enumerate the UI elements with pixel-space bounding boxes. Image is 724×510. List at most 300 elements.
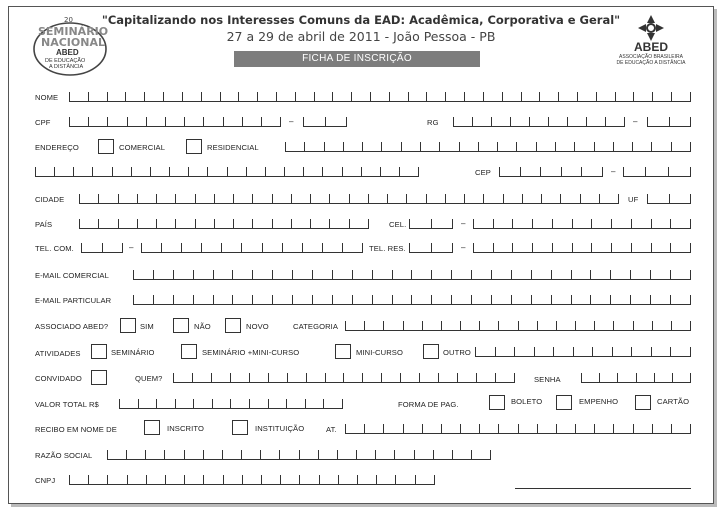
char-cell[interactable] [537,424,556,433]
char-cell[interactable] [445,194,464,203]
char-cell[interactable] [511,270,531,279]
char-cell[interactable] [586,117,605,126]
char-cell[interactable] [230,373,249,382]
char-cell[interactable] [268,399,287,408]
char-cell[interactable] [223,475,242,484]
char-cell[interactable] [169,167,188,176]
char-cell[interactable] [514,347,534,356]
char-cell[interactable] [306,373,325,382]
char-cell[interactable] [464,194,483,203]
char-cell[interactable] [654,373,672,382]
input-uf[interactable] [647,194,691,204]
char-cell[interactable] [531,270,551,279]
char-cell[interactable] [175,219,194,228]
input-razao-social[interactable] [107,450,491,460]
char-cell[interactable] [153,270,173,279]
char-cell[interactable] [173,373,192,382]
char-cell[interactable] [133,295,153,304]
char-cell[interactable] [242,475,261,484]
input-endereco[interactable] [285,142,691,152]
char-cell[interactable] [561,167,582,176]
char-cell[interactable] [362,142,381,151]
char-cell[interactable] [310,194,329,203]
char-cell[interactable] [310,219,329,228]
char-cell[interactable] [252,219,271,228]
char-cell[interactable] [156,219,175,228]
char-cell[interactable] [322,167,341,176]
char-cell[interactable] [127,475,146,484]
char-cell[interactable] [671,92,691,101]
char-cell[interactable] [241,450,260,459]
char-cell[interactable] [594,424,613,433]
input-email-comercial[interactable] [133,270,691,280]
char-cell[interactable] [411,270,431,279]
char-cell[interactable] [212,399,231,408]
char-cell[interactable] [558,92,577,101]
char-cell[interactable] [630,295,650,304]
char-cell[interactable] [383,321,402,330]
char-cell[interactable] [671,424,691,433]
char-cell[interactable] [422,424,441,433]
char-cell[interactable] [395,475,414,484]
char-cell[interactable] [503,194,522,203]
char-cell[interactable] [163,92,182,101]
char-cell[interactable] [668,167,691,176]
char-cell[interactable] [332,270,352,279]
char-cell[interactable] [493,219,513,228]
char-cell[interactable] [329,219,348,228]
char-cell[interactable] [633,92,652,101]
char-cell[interactable] [312,295,332,304]
char-cell[interactable] [615,92,634,101]
char-cell[interactable] [268,373,287,382]
char-cell[interactable] [282,243,302,252]
char-cell[interactable] [35,167,54,176]
char-cell[interactable] [141,243,161,252]
char-cell[interactable] [192,373,211,382]
char-cell[interactable] [314,92,333,101]
char-cell[interactable] [574,142,593,151]
char-cell[interactable] [591,219,611,228]
char-cell[interactable] [479,424,498,433]
char-cell[interactable] [342,243,363,252]
char-cell[interactable] [325,117,348,126]
char-cell[interactable] [552,243,572,252]
char-cell[interactable] [551,270,571,279]
char-cell[interactable] [590,295,610,304]
char-cell[interactable] [518,321,537,330]
char-cell[interactable] [613,424,632,433]
char-cell[interactable] [261,475,280,484]
char-cell[interactable] [599,194,619,203]
char-cell[interactable] [88,92,107,101]
char-cell[interactable] [272,194,291,203]
char-cell[interactable] [532,219,552,228]
char-cell[interactable] [364,321,383,330]
char-cell[interactable] [399,167,419,176]
char-cell[interactable] [119,399,138,408]
char-cell[interactable] [498,321,517,330]
checkbox-boleto[interactable] [489,395,505,410]
char-cell[interactable] [303,167,322,176]
char-cell[interactable] [571,295,591,304]
char-cell[interactable] [107,92,126,101]
char-cell[interactable] [445,92,464,101]
char-cell[interactable] [581,167,603,176]
char-cell[interactable] [471,295,491,304]
input-cidade[interactable] [79,194,619,204]
char-cell[interactable] [502,92,521,101]
char-cell[interactable] [403,424,422,433]
char-cell[interactable] [438,373,457,382]
input-tel-res[interactable] [473,243,691,253]
char-cell[interactable] [495,347,515,356]
char-cell[interactable] [406,194,425,203]
char-cell[interactable] [203,475,222,484]
char-cell[interactable] [422,321,441,330]
char-cell[interactable] [195,194,214,203]
char-cell[interactable] [272,219,291,228]
char-cell[interactable] [670,295,691,304]
char-cell[interactable] [133,270,153,279]
char-cell[interactable] [73,167,92,176]
char-cell[interactable] [233,219,252,228]
char-cell[interactable] [472,117,491,126]
char-cell[interactable] [69,92,88,101]
char-cell[interactable] [193,399,212,408]
checkbox-sim[interactable] [120,318,136,333]
char-cell[interactable] [536,142,555,151]
char-cell[interactable] [571,270,591,279]
char-cell[interactable] [498,424,517,433]
char-cell[interactable] [387,194,406,203]
char-cell[interactable] [195,219,214,228]
char-cell[interactable] [499,167,520,176]
char-cell[interactable] [512,243,532,252]
char-cell[interactable] [279,450,298,459]
char-cell[interactable] [272,270,292,279]
char-cell[interactable] [165,117,184,126]
char-cell[interactable] [364,424,383,433]
char-cell[interactable] [257,92,276,101]
char-cell[interactable] [175,194,194,203]
char-cell[interactable] [232,270,252,279]
char-cell[interactable] [241,243,261,252]
char-cell[interactable] [433,450,452,459]
char-cell[interactable] [651,142,670,151]
char-cell[interactable] [596,92,615,101]
char-cell[interactable] [280,475,299,484]
char-cell[interactable] [375,450,394,459]
char-cell[interactable] [669,117,692,126]
char-cell[interactable] [338,475,357,484]
char-cell[interactable] [127,117,146,126]
char-cell[interactable] [356,450,375,459]
char-cell[interactable] [161,243,181,252]
char-cell[interactable] [670,243,691,252]
char-cell[interactable] [431,219,454,228]
char-cell[interactable] [221,243,241,252]
char-cell[interactable] [92,167,111,176]
char-cell[interactable] [522,194,541,203]
char-cell[interactable] [464,92,483,101]
char-cell[interactable] [345,424,364,433]
char-cell[interactable] [381,373,400,382]
char-cell[interactable] [510,117,529,126]
char-cell[interactable] [222,450,241,459]
char-cell[interactable] [389,92,408,101]
checkbox-novo[interactable] [225,318,241,333]
char-cell[interactable] [521,92,540,101]
char-cell[interactable] [478,142,497,151]
char-cell[interactable] [611,219,631,228]
char-cell[interactable] [415,475,435,484]
char-cell[interactable] [613,142,632,151]
char-cell[interactable] [633,321,652,330]
char-cell[interactable] [532,243,552,252]
char-cell[interactable] [201,243,221,252]
char-cell[interactable] [460,424,479,433]
char-cell[interactable] [325,373,344,382]
char-cell[interactable] [193,270,213,279]
input-cnpj[interactable] [69,475,435,485]
char-cell[interactable] [431,270,451,279]
char-cell[interactable] [211,373,230,382]
char-cell[interactable] [451,270,471,279]
char-cell[interactable] [670,270,691,279]
char-cell[interactable] [138,399,157,408]
char-cell[interactable] [319,475,338,484]
char-cell[interactable] [529,117,548,126]
char-cell[interactable] [69,117,88,126]
char-cell[interactable] [343,142,362,151]
char-cell[interactable] [322,243,342,252]
checkbox-nao[interactable] [173,318,189,333]
char-cell[interactable] [650,270,670,279]
char-cell[interactable] [329,194,348,203]
char-cell[interactable] [372,295,392,304]
char-cell[interactable] [491,270,511,279]
input-cep-suffix[interactable] [623,167,691,177]
input-valor-total[interactable] [119,399,343,409]
char-cell[interactable] [670,347,691,356]
char-cell[interactable] [617,373,635,382]
char-cell[interactable] [137,219,156,228]
char-cell[interactable] [539,92,558,101]
char-cell[interactable] [150,167,169,176]
checkbox-seminario[interactable] [91,344,107,359]
char-cell[interactable] [324,142,343,151]
checkbox-comercial[interactable] [98,139,114,154]
char-cell[interactable] [107,117,126,126]
char-cell[interactable] [144,92,163,101]
char-cell[interactable] [242,117,261,126]
checkbox-residencial[interactable] [186,139,202,154]
char-cell[interactable] [223,117,242,126]
char-cell[interactable] [265,167,284,176]
char-cell[interactable] [495,373,515,382]
char-cell[interactable] [409,243,431,252]
char-cell[interactable] [98,194,117,203]
char-cell[interactable] [287,373,306,382]
char-cell[interactable] [88,475,107,484]
char-cell[interactable] [556,424,575,433]
char-cell[interactable] [431,295,451,304]
char-cell[interactable] [475,347,495,356]
char-cell[interactable] [409,219,431,228]
char-cell[interactable] [567,117,586,126]
char-cell[interactable] [318,450,337,459]
char-cell[interactable] [299,450,318,459]
char-cell[interactable] [249,373,268,382]
char-cell[interactable] [286,399,305,408]
char-cell[interactable] [292,295,312,304]
char-cell[interactable] [227,167,246,176]
char-cell[interactable] [332,295,352,304]
char-cell[interactable] [612,347,632,356]
char-cell[interactable] [669,194,692,203]
char-cell[interactable] [137,194,156,203]
char-cell[interactable] [594,142,613,151]
char-cell[interactable] [337,450,356,459]
char-cell[interactable] [368,194,387,203]
char-cell[interactable] [555,142,574,151]
char-cell[interactable] [491,117,510,126]
char-cell[interactable] [623,167,645,176]
char-cell[interactable] [145,450,164,459]
char-cell[interactable] [370,92,389,101]
char-cell[interactable] [671,142,691,151]
char-cell[interactable] [285,142,304,151]
char-cell[interactable] [126,450,145,459]
char-cell[interactable] [452,450,471,459]
char-cell[interactable] [261,117,281,126]
char-cell[interactable] [249,399,268,408]
char-cell[interactable] [483,194,502,203]
char-cell[interactable] [573,347,593,356]
char-cell[interactable] [153,295,173,304]
char-cell[interactable] [175,399,194,408]
char-cell[interactable] [165,475,184,484]
char-cell[interactable] [292,270,312,279]
char-cell[interactable] [651,243,671,252]
char-cell[interactable] [252,295,272,304]
char-cell[interactable] [670,219,691,228]
input-cel-ddd[interactable] [409,219,453,229]
char-cell[interactable] [511,295,531,304]
char-cell[interactable] [441,321,460,330]
checkbox-cartao[interactable] [635,395,651,410]
char-cell[interactable] [230,399,249,408]
input-cpf[interactable] [69,117,281,127]
char-cell[interactable] [291,194,310,203]
char-cell[interactable] [651,347,671,356]
char-cell[interactable] [652,321,671,330]
char-cell[interactable] [645,167,667,176]
char-cell[interactable] [107,475,126,484]
char-cell[interactable] [164,450,183,459]
char-cell[interactable] [383,424,402,433]
char-cell[interactable] [246,167,265,176]
char-cell[interactable] [647,194,669,203]
char-cell[interactable] [376,475,395,484]
char-cell[interactable] [299,475,318,484]
char-cell[interactable] [220,92,239,101]
char-cell[interactable] [349,194,368,203]
char-cell[interactable] [590,270,610,279]
char-cell[interactable] [351,92,370,101]
char-cell[interactable] [408,92,427,101]
char-cell[interactable] [352,295,372,304]
char-cell[interactable] [118,194,137,203]
char-cell[interactable] [146,475,165,484]
input-cel[interactable] [473,219,691,229]
char-cell[interactable] [81,243,102,252]
char-cell[interactable] [471,270,491,279]
char-cell[interactable] [291,219,310,228]
input-endereco-cont[interactable] [35,167,419,177]
char-cell[interactable] [203,117,222,126]
input-rg-digit[interactable] [647,117,691,127]
checkbox-outro[interactable] [423,344,439,359]
char-cell[interactable] [551,295,571,304]
char-cell[interactable] [156,399,175,408]
char-cell[interactable] [303,117,325,126]
char-cell[interactable] [118,219,137,228]
char-cell[interactable] [173,295,193,304]
char-cell[interactable] [537,321,556,330]
char-cell[interactable] [451,295,471,304]
char-cell[interactable] [605,117,625,126]
char-cell[interactable] [233,194,252,203]
char-cell[interactable] [420,142,439,151]
char-cell[interactable] [572,219,592,228]
char-cell[interactable] [181,243,201,252]
char-cell[interactable] [380,167,399,176]
checkbox-seminario-mini[interactable] [181,344,197,359]
char-cell[interactable] [284,167,303,176]
char-cell[interactable] [591,243,611,252]
char-cell[interactable] [352,270,372,279]
char-cell[interactable] [647,117,669,126]
char-cell[interactable] [98,219,117,228]
char-cell[interactable] [630,270,650,279]
char-cell[interactable] [491,295,511,304]
char-cell[interactable] [520,167,541,176]
char-cell[interactable] [372,270,392,279]
char-cell[interactable] [599,373,617,382]
char-cell[interactable] [631,347,651,356]
char-cell[interactable] [403,321,422,330]
char-cell[interactable] [483,92,502,101]
char-cell[interactable] [633,424,652,433]
char-cell[interactable] [252,270,272,279]
char-cell[interactable] [238,92,257,101]
char-cell[interactable] [651,219,671,228]
char-cell[interactable] [203,450,222,459]
char-cell[interactable] [636,373,654,382]
char-cell[interactable] [414,450,433,459]
char-cell[interactable] [262,243,282,252]
input-rg[interactable] [453,117,625,127]
input-outro[interactable] [475,347,691,357]
char-cell[interactable] [572,243,592,252]
input-cep[interactable] [499,167,603,177]
checkbox-instituicao[interactable] [232,420,248,435]
char-cell[interactable] [575,321,594,330]
char-cell[interactable] [302,243,322,252]
char-cell[interactable] [345,321,364,330]
